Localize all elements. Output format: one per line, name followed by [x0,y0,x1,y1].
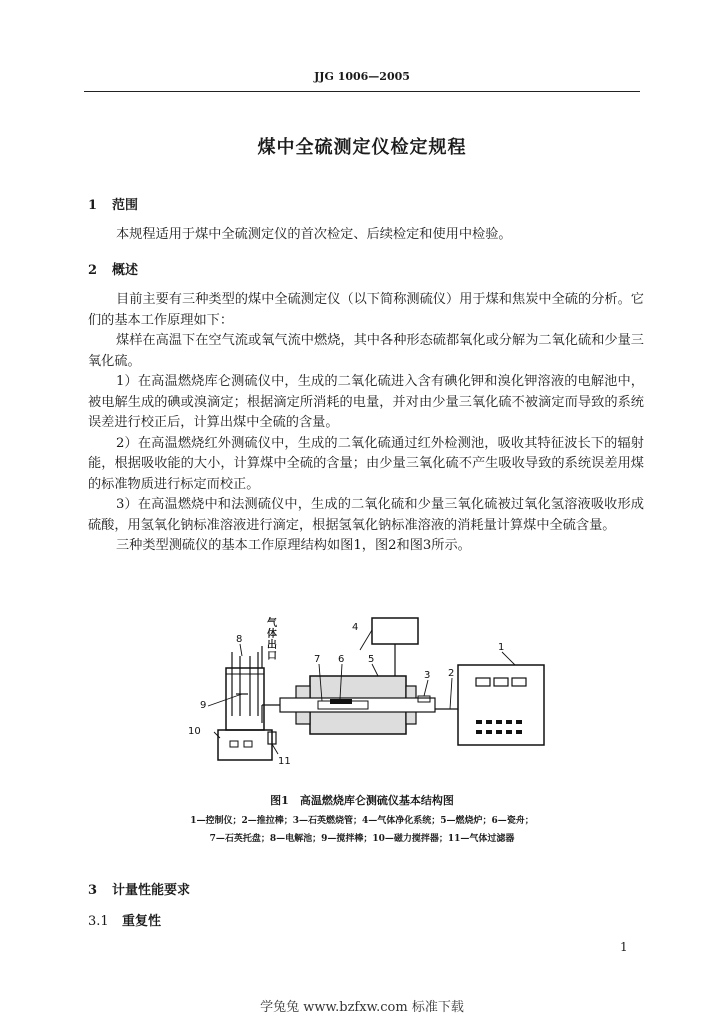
label-magnetic-stirrer: 10 [188,726,201,737]
label-gas-filter: 11 [278,756,291,767]
paragraph: 2）在高温燃烧红外测硫仪中，生成的二氧化硫通过红外检测池，吸收其特征波长下的辐射能，根据吸收能的大小，计算煤中全硫的含量；由少量三氧化硫不产生吸收导致的系统误差用煤的标准物质进行标定而校正。 [88,435,644,492]
paragraph: 目前主要有三种类型的煤中全硫测定仪（以下简称测硫仪）用于煤和焦炭中全硫的分析。它们的基本工作原理如下： [88,292,644,328]
label-gas-purification: 4 [352,622,359,633]
display-window [494,678,508,686]
header-rule [84,91,640,92]
controller-buttons [476,720,522,734]
document-title: 煤中全硫测定仪检定规程 [257,137,467,158]
gas-purification-box [372,618,418,644]
porcelain-boat [330,699,352,704]
section-3-number: 3 [88,883,98,898]
running-header: JJG 1006—2005 [314,70,410,83]
display-window [512,678,526,686]
label-furnace: 5 [368,654,375,665]
section-3-title: 计量性能要求 [112,883,191,898]
watermark-footer: 学兔兔 www.bzfxw.com 标准下载 [260,1000,464,1015]
paragraph: 1）在高温燃烧库仑测硫仪中，生成的二氧化硫进入含有碘化钾和溴化钾溶液的电解池中，被电解生成的碘或溴滴定；根据滴定所消耗的电量，并对由少量三氧化硫不被滴定而导致的系统误差进行校正后，计算出煤中全硫的含量。 [88,374,644,430]
label-push-rod: 2 [448,668,455,679]
section-2-body [88,290,644,557]
stirrer-knob [244,741,252,747]
paragraph: 三种类型测硫仪的基本工作原理结构如图1，图2和图3所示。 [116,538,471,553]
display-window [476,678,490,686]
figure-1-diagram [180,608,560,778]
label-quartz-tube: 3 [424,670,431,681]
section-2-heading [88,259,138,278]
section-2-number: 2 [88,263,98,278]
section-1-text: 本规程适用于煤中全硫测定仪的首次检定、后续检定和使用中检验。 [116,227,512,242]
magnetic-stirrer [218,730,272,760]
section-2-title: 概述 [112,263,139,278]
section-1-title: 范围 [112,198,139,213]
label-electrolysis-cell: 8 [236,634,243,645]
section-3-1-heading [88,910,161,929]
figure-1-legend-line-1: 1—控制仪；2—推拉棒；3—石英燃烧管；4—气体净化系统；5—燃烧炉；6—瓷舟； [190,816,534,826]
figure-1-legend-line-2: 7—石英托盘；8—电解池；9—搅拌棒；10—磁力搅拌器；11—气体过滤器 [209,834,515,844]
section-1-heading [88,194,138,213]
paragraph: 3）在高温燃烧中和法测硫仪中，生成的二氧化硫和少量三氧化硫被过氧化氢溶液吸收形成硫酸，用氢氧化钠标准溶液进行滴定，根据氢氧化钠标准溶液的消耗量计算煤中全硫含量。 [88,497,644,533]
gas-outlet-label: 气体出口 [267,618,277,662]
page-number: 1 [620,940,628,954]
section-3-1-number: 3.1 [88,914,109,929]
section-3-1-title: 重复性 [122,914,162,929]
label-stirring-bar: 9 [200,700,207,711]
label-controller: 1 [498,642,505,653]
figure-1-caption: 图1 高温燃烧库仑测硫仪基本结构图 [270,794,454,807]
section-3-heading [88,879,190,898]
label-quartz-tray: 7 [314,654,321,665]
label-porcelain-boat: 6 [338,654,345,665]
section-1-number: 1 [88,198,98,213]
stirrer-knob [230,741,238,747]
paragraph: 煤样在高温下在空气流或氧气流中燃烧，其中各种形态硫都氧化或分解为二氧化硫和少量三氧化硫。 [88,333,644,369]
